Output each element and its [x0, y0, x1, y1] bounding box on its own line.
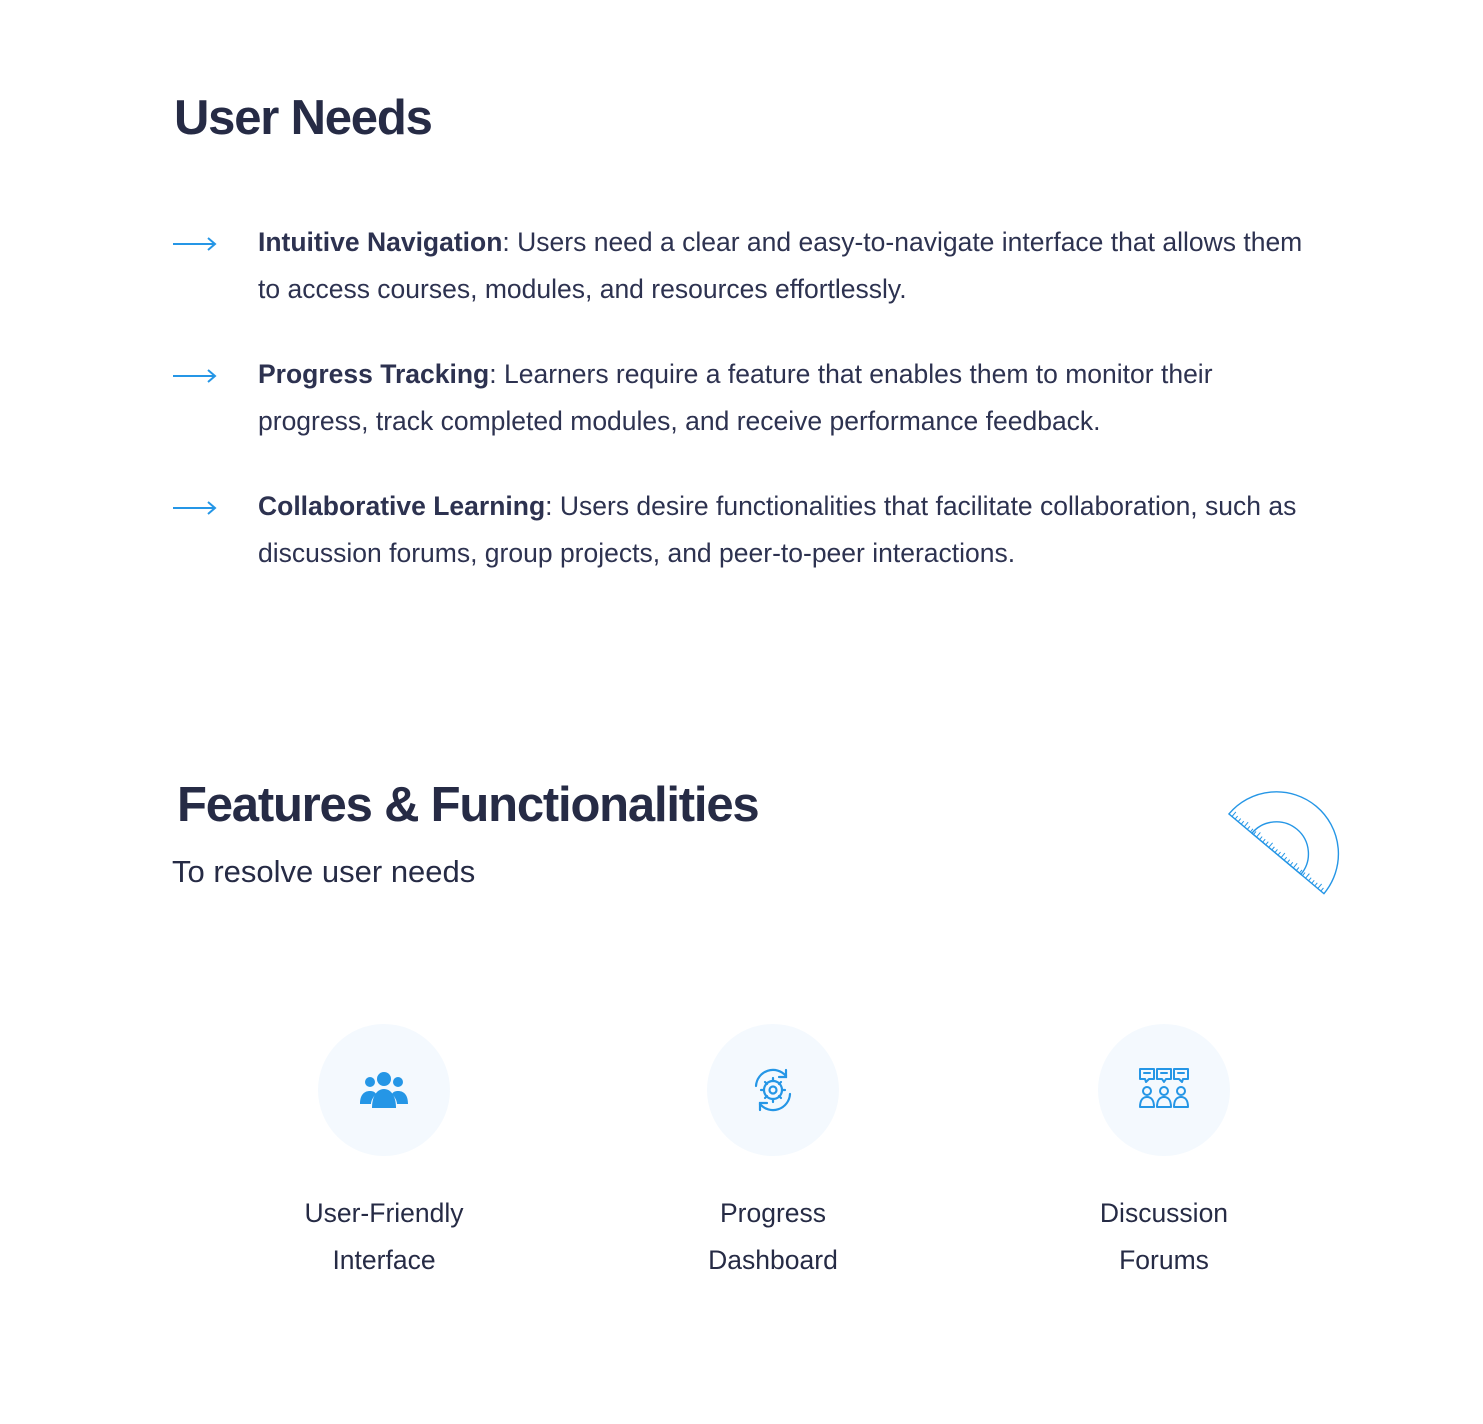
need-name: Collaborative Learning [258, 491, 546, 521]
feature-discussion-forums [1014, 1024, 1314, 1284]
feature-label [623, 1190, 923, 1284]
feature-icon-circle [1098, 1024, 1230, 1156]
list-item [172, 219, 1312, 351]
feature-label-line: Interface [332, 1245, 436, 1275]
feature-icon-circle [707, 1024, 839, 1156]
features-heading: Features & Functionalities [177, 778, 759, 832]
gear-refresh-icon [748, 1066, 798, 1114]
feature-label [234, 1190, 534, 1284]
users-group-icon [360, 1070, 408, 1110]
feature-user-friendly-interface [234, 1024, 534, 1284]
need-name: Progress Tracking [258, 359, 490, 389]
need-text [258, 219, 1318, 313]
user-needs-list [172, 219, 1312, 615]
need-name: Intuitive Navigation [258, 227, 503, 257]
feature-label-line: Progress [719, 1198, 827, 1228]
need-text [258, 351, 1318, 445]
right-arrow-icon [172, 237, 218, 251]
protractor-icon [1218, 770, 1358, 910]
features-subtitle: To resolve user needs [172, 854, 476, 889]
feature-icon-circle [318, 1024, 450, 1156]
right-arrow-icon [172, 501, 218, 515]
user-needs-heading: User Needs [174, 91, 432, 145]
list-item [172, 483, 1312, 615]
feature-label [1014, 1190, 1314, 1284]
need-description: : Users need a clear and easy-to-navigate interface that allows them to access courses, modules, and resources effortlessly. [258, 227, 1303, 304]
feature-label-line: Discussion [1099, 1198, 1229, 1228]
right-arrow-icon [172, 369, 218, 383]
discussion-group-icon [1138, 1067, 1190, 1113]
need-text [258, 483, 1318, 577]
feature-label-line: Forums [1119, 1245, 1209, 1275]
need-description: : Users desire functionalities that facilitate collaboration, such as discussion forums, group projects, and peer-to-peer interactions. [258, 491, 1297, 568]
feature-label-line: Dashboard [708, 1245, 838, 1275]
list-item [172, 351, 1312, 483]
feature-label-line: User-Friendly [304, 1198, 464, 1228]
feature-progress-dashboard [623, 1024, 923, 1284]
need-description: : Learners require a feature that enables them to monitor their progress, track completed modules, and receive performance feedback. [258, 359, 1213, 436]
